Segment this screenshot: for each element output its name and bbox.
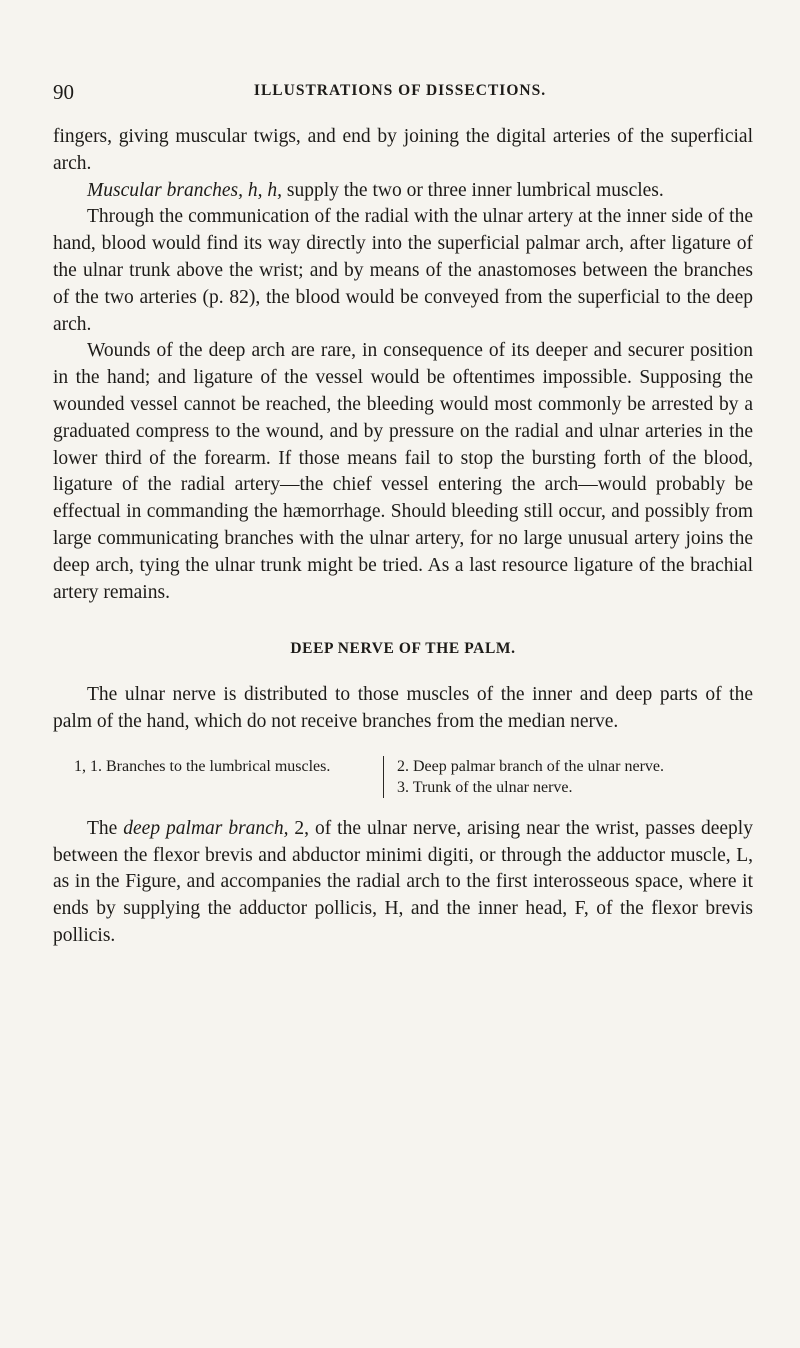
body-text xyxy=(53,124,753,950)
paragraph-muscular-branches xyxy=(53,178,753,205)
figure-legend xyxy=(53,756,753,798)
muscular-branches-term: Muscular branches, h, h, xyxy=(87,179,282,201)
running-title: ILLUSTRATIONS OF DISSECTIONS. xyxy=(253,82,547,99)
legend-left-column xyxy=(53,756,373,798)
page-header xyxy=(53,80,747,106)
legend-entry: 3. Trunk of the ulnar nerve. xyxy=(397,778,573,796)
paragraph-deep-palmar-branch xyxy=(53,816,753,950)
deep-palmar-branch-term: deep palmar branch, xyxy=(123,817,289,839)
page-number: 90 xyxy=(53,80,74,104)
legend-entry: 2. Deep palmar branch of the ulnar nerve. xyxy=(397,757,664,775)
paragraph-wounds: Wounds of the deep arch are rare, in consequence of its deeper and securer position in the hand; and ligature of the vessel would be oftentimes impossible. Supposing the wounded vessel cannot be reached, the bleeding would most commonly be arrested by a graduated compress to the wound, and by pressure on the radial and ulnar arteries in the lower third of the forearm. If those means fail to stop the bursting forth of the blood, ligature of the radial artery—the chief vessel entering the arch—would probably be effectual in commanding the hæmorrhage. Should bleeding still occur, and possibly from large communicating branches with the ulnar artery, for no large unusual artery joins the deep arch, tying the ulnar trunk might be tried. As a last resource ligature of the brachial artery remains. xyxy=(53,340,753,603)
closing-text: 2, of the ulnar nerve, arising near the wrist, passes deeply between the flexor brevis and abductor minimi digiti, or through the adductor muscle, L, as in the Figure, and accompanies the radial arch to the first interosseous space, where it ends by supplying the adductor pollicis, H, and the inner head, F, of the flexor brevis pollicis. xyxy=(53,817,753,946)
closing-lead: The xyxy=(87,817,124,839)
section-intro: The ulnar nerve is distributed to those muscles of the inner and deep parts of the palm of the hand, which do not receive branches from the median nerve. xyxy=(53,684,753,732)
section-heading: DEEP NERVE OF THE PALM. xyxy=(290,640,516,658)
legend-divider xyxy=(383,756,384,798)
paragraph-communication: Through the communication of the radial with the ulnar artery at the inner side of the hand, blood would find its way directly into the superficial palmar arch, after ligature of the ulnar trunk above the wrist; and by means of the anastomoses between the branches of the two arteries (p. 82), the blood would be conveyed from the superficial to the deep arch. xyxy=(53,206,753,335)
muscular-branches-text: supply the two or three inner lumbrical muscles. xyxy=(281,179,664,201)
paragraph-continuation: fingers, giving muscular twigs, and end by joining the digital arteries of the superficial arch. xyxy=(53,126,753,174)
legend-right-column xyxy=(397,756,753,798)
legend-entry: 1, 1. Branches to the lumbrical muscles. xyxy=(74,757,331,775)
